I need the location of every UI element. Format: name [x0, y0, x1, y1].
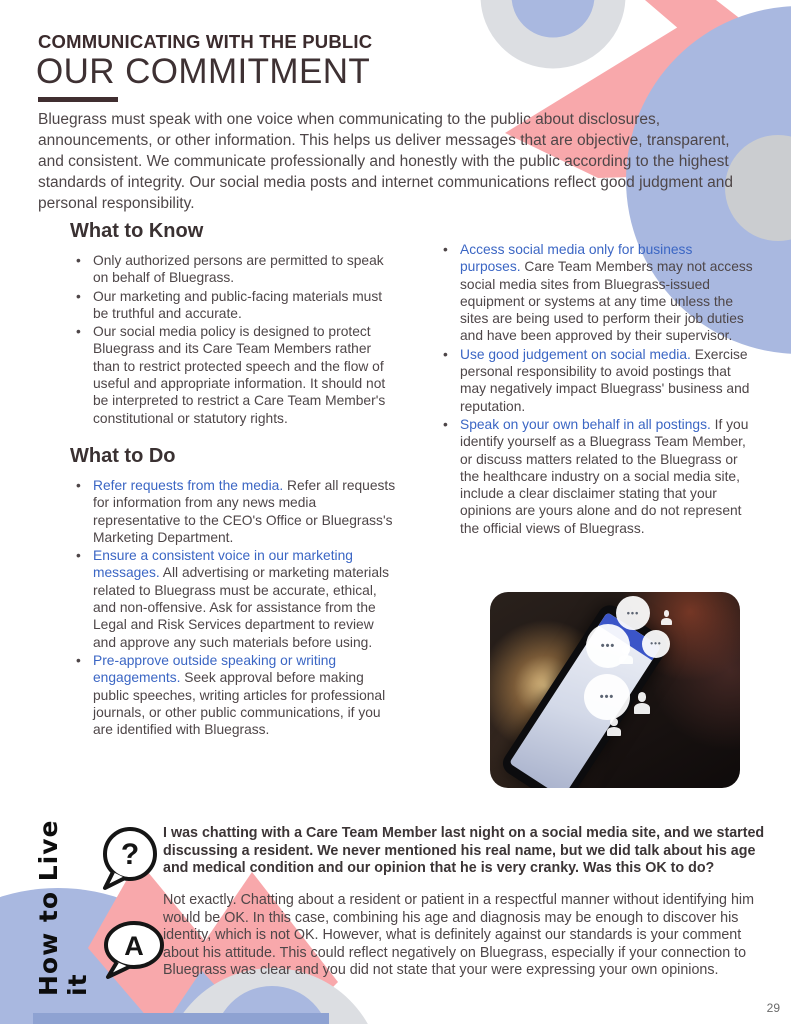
- list-item-text: Care Team Members may not access social media sites from Bluegrass-issued equipment or systems at any time unless the sites are being used to perform their job duties and have been approved by their supervisor.: [460, 259, 753, 344]
- ellipsis-dots: •••: [599, 690, 615, 703]
- list-item: [70, 547, 400, 651]
- right-column: [437, 241, 755, 538]
- what-to-know-list: [70, 252, 400, 427]
- list-item-text: If you identify yourself as a Bluegrass Team Member, or discuss matters related to the Bluegrass or the healthcare industry on a social media site, include a clear disclaimer stating that your opinions are yours alone and do not represent the official views of Bluegrass.: [460, 416, 749, 536]
- list-item: [437, 346, 755, 415]
- what-to-know-heading: What to Know: [70, 220, 204, 242]
- question-text: I was chatting with a Care Team Member last night on a social media site, and we started discussing a resident. We never mentioned his real name, but we did talk about his age and medical condition and our opinion that he is very cranky. Was this OK to do?: [163, 825, 765, 877]
- right-column-list: [437, 241, 755, 537]
- chat-bubble-icon: [616, 596, 650, 630]
- policy-link-text: Pre-approve outside speaking or writing engagements.: [93, 652, 337, 686]
- policy-link-text: Ensure a consistent voice in our marketing messages.: [93, 548, 353, 581]
- list-item-text: Seek approval before making public speeches, writing articles for professional journals, or other public communications, if you are identified with Bluegrass.: [93, 670, 386, 738]
- list-item: [437, 241, 755, 345]
- footer-blue-bar: [33, 1013, 329, 1024]
- social-media-photo: [490, 592, 740, 788]
- page-title: OUR COMMITMENT: [36, 52, 371, 91]
- page-number: 29: [766, 1001, 780, 1015]
- list-item-text: Refer all requests for information from any news media representative to the CEO's Office or Bluegrass's Marketing Department.: [93, 477, 396, 545]
- left-column: [70, 220, 400, 739]
- person-icon: [606, 718, 622, 736]
- chat-bubble-icon: [642, 630, 670, 658]
- policy-link-text: Speak on your own behalf in all postings.: [460, 416, 711, 432]
- what-to-do-heading: What to Do: [70, 444, 176, 467]
- question-bubble-icon: [98, 826, 160, 892]
- chat-bubble-icon: [584, 674, 630, 720]
- policy-link-text: Use good judgement on social media.: [460, 346, 691, 362]
- person-icon: [632, 692, 652, 714]
- list-item: [437, 416, 755, 537]
- ellipsis-dots: •••: [626, 607, 640, 618]
- list-item-text: Exercise personal responsibility to avoid postings that may negatively impact Bluegrass' business and reputation.: [460, 346, 750, 414]
- title-underline: [38, 97, 118, 102]
- svg-text:A: A: [124, 931, 144, 961]
- policy-link-text: Access social media only for business purposes.: [460, 242, 693, 275]
- how-to-live-it-label: How to Live it: [34, 819, 92, 996]
- list-item-text: All advertising or marketing materials related to Bluegrass must be accurate, ethical, and non-offensive. Ask for assistance from the Legal and Risk Services department to review and approve any such materials before using.: [93, 565, 389, 650]
- policy-link-text: Refer requests from the media.: [93, 477, 284, 493]
- list-item: • Our marketing and public-facing materials must be truthful and accurate.: [70, 288, 400, 323]
- list-item: [70, 652, 400, 738]
- person-icon: [660, 610, 673, 625]
- list-item: • Our social media policy is designed to protect Bluegrass and its Care Team Members rather than to restrict protected speech and the flow of useful and appropriate information. It should not be interpreted to restrict a Care Team Member's constitutional or statutory rights.: [70, 323, 400, 427]
- answer-bubble-icon: [100, 919, 166, 981]
- what-to-do-list: [70, 477, 400, 738]
- person-icon: [618, 646, 634, 664]
- answer-text: Not exactly. Chatting about a resident or patient in a respectful manner without identifying him would be OK. In this case, combining his age and diagnosis may be enough to discover his identity, which is not OK. However, what is definitely against our standards is your comment about his attitude. This could reflect negatively on Bluegrass, especially if your connection to Bluegrass was clear and you did not state that your were expressing your own opinions.: [163, 892, 754, 978]
- ellipsis-dots: •••: [600, 639, 616, 652]
- list-item: • Only authorized persons are permitted to speak on behalf of Bluegrass.: [70, 252, 400, 287]
- list-item: [70, 477, 400, 546]
- svg-text:?: ?: [120, 838, 140, 871]
- intro-paragraph: Bluegrass must speak with one voice when communicating to the public about disclosures, announcements, or other information. This helps us deliver messages that are objective, transparent, and consistent. We communicate professionally and honestly with the public according to the highest standards of integrity. Our social media posts and internet communications reflect good judgment and personal responsibility.: [38, 111, 734, 212]
- section-kicker: COMMUNICATING WITH THE PUBLIC: [38, 31, 373, 52]
- ellipsis-dots: •••: [650, 639, 662, 648]
